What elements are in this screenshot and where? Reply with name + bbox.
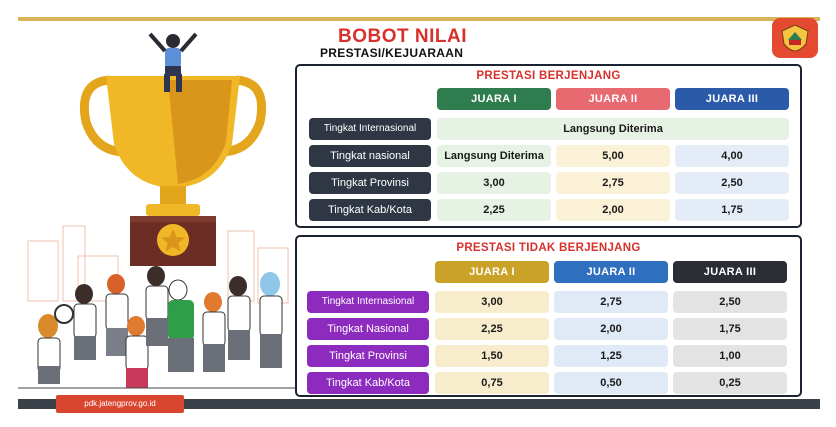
panel-prestasi-berjenjang <box>295 64 802 228</box>
page-title: BOBOT NILAI <box>338 26 467 47</box>
panel-title-tidak-berjenjang: PRESTASI TIDAK BERJENJANG <box>456 242 641 254</box>
province-crest-icon <box>780 24 810 52</box>
cell-nasional-juara-3: 1,75 <box>673 318 787 340</box>
header-juara-1: JUARA I <box>437 88 551 110</box>
top-divider <box>18 17 820 21</box>
header-juara-3: JUARA III <box>675 88 789 110</box>
trophy-icon <box>84 76 261 266</box>
row-label-internasional: Tingkat Internasional <box>309 118 431 140</box>
page-subtitle: PRESTASI/KEJUARAAN <box>320 46 464 60</box>
website-url[interactable]: pdk.jatengprov.go.id <box>56 395 184 413</box>
cell-kabkota-juara-3: 0,25 <box>673 372 787 394</box>
panel-prestasi-tidak-berjenjang <box>295 235 802 397</box>
cell-kabkota-juara-1: 0,75 <box>435 372 549 394</box>
cell-provinsi-juara-2: 1,25 <box>554 345 668 367</box>
row-label-provinsi: Tingkat Provinsi <box>309 172 431 194</box>
cell-nasional-juara-2: 2,00 <box>554 318 668 340</box>
jateng-logo <box>772 18 818 58</box>
students-crowd <box>18 266 308 388</box>
cell-internasional-juara-3: 2,50 <box>673 291 787 313</box>
cell-provinsi-juara-1: 3,00 <box>437 172 551 194</box>
trophy-students-illustration <box>18 26 308 398</box>
row-label-nasional: Tingkat nasional <box>309 145 431 167</box>
row-label-internasional: Tingkat Internasional <box>307 291 429 313</box>
header-juara-1: JUARA I <box>435 261 549 283</box>
cell-internasional-juara-1: 3,00 <box>435 291 549 313</box>
cell-kabkota-juara-1: 2,25 <box>437 199 551 221</box>
header-juara-3: JUARA III <box>673 261 787 283</box>
cell-nasional-juara-1: Langsung Diterima <box>437 145 551 167</box>
header-juara-2: JUARA II <box>556 88 670 110</box>
cell-nasional-juara-2: 5,00 <box>556 145 670 167</box>
row-label-kabkota: Tingkat Kab/Kota <box>307 372 429 394</box>
cell-provinsi-juara-1: 1,50 <box>435 345 549 367</box>
panel-title-berjenjang: PRESTASI BERJENJANG <box>476 70 621 82</box>
cell-internasional-juara-2: 2,75 <box>554 291 668 313</box>
row-label-kabkota: Tingkat Kab/Kota <box>309 199 431 221</box>
row-label-nasional: Tingkat Nasional <box>307 318 429 340</box>
cell-nasional-juara-1: 2,25 <box>435 318 549 340</box>
row-label-provinsi: Tingkat Provinsi <box>307 345 429 367</box>
cell-kabkota-juara-2: 2,00 <box>556 199 670 221</box>
cell-nasional-juara-3: 4,00 <box>675 145 789 167</box>
header-juara-2: JUARA II <box>554 261 668 283</box>
cell-kabkota-juara-2: 0,50 <box>554 372 668 394</box>
cell-kabkota-juara-3: 1,75 <box>675 199 789 221</box>
cell-provinsi-juara-3: 2,50 <box>675 172 789 194</box>
cell-internasional-merged: Langsung Diterima <box>437 118 789 140</box>
cell-provinsi-juara-3: 1,00 <box>673 345 787 367</box>
cell-provinsi-juara-2: 2,75 <box>556 172 670 194</box>
